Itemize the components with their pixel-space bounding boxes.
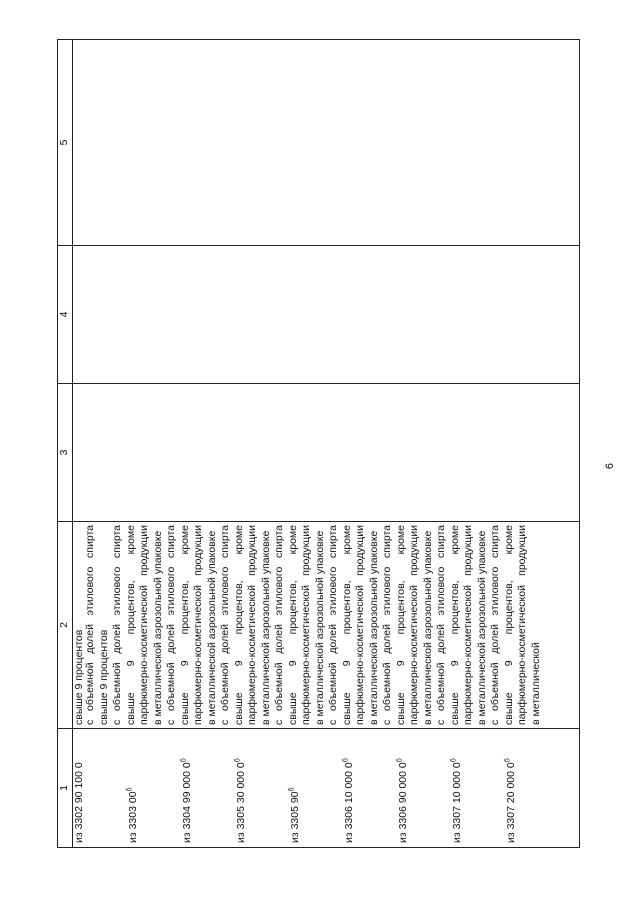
- column-header: 1: [58, 729, 73, 848]
- product-description: с объемной долей этилового спирта свыше 9 процентов, кроме парфюмерно-косметической продукции в металлической аэрозольной упаковке: [435, 525, 488, 725]
- product-description: с объемной долей этилового спирта свыше 9 процентов: [84, 525, 110, 725]
- tariff-code: [343, 732, 397, 843]
- table-row: [73, 40, 580, 848]
- tariff-code: [397, 732, 451, 843]
- tariff-code: [451, 732, 505, 843]
- tariff-code: [505, 732, 559, 843]
- tariff-code: [235, 732, 289, 843]
- product-description: с объемной долей этилового спирта свыше 9 процентов, кроме парфюмерно-косметической продукции в металлической аэрозольной упаковке: [273, 525, 326, 725]
- column-header: 5: [58, 40, 73, 246]
- tariff-code-text: из 3307 10 000 0: [451, 762, 463, 843]
- tariff-code: [181, 732, 235, 843]
- footnote-marker: б: [450, 758, 458, 763]
- empty-cell-col3: [73, 384, 580, 522]
- tariff-code-text: из 3305 30 000 0: [235, 762, 247, 843]
- product-description: с объемной долей этилового спирта свыше 9 процентов, кроме парфюмерно-косметической продукции в металлической аэрозольной упаковке: [327, 525, 380, 725]
- footnote-marker: б: [504, 758, 512, 763]
- footnote-marker: б: [288, 787, 296, 792]
- footnote-marker: б: [342, 758, 350, 763]
- column-header: 2: [58, 522, 73, 729]
- product-description: с объемной долей этилового спирта свыше 9 процентов, кроме парфюмерно-косметической продукции в металлической аэрозольной упаковке: [219, 525, 272, 725]
- tariff-code-text: из 3307 20 000 0: [505, 762, 517, 843]
- tariff-code-text: из 3302 90 100 0: [73, 762, 85, 843]
- tariff-code-text: из 3306 10 000 0: [343, 762, 355, 843]
- product-description: свыше 9 процентов: [73, 629, 85, 725]
- product-description: с объемной долей этилового спирта свыше 9 процентов, кроме парфюмерно-косметической продукции в металлической: [489, 525, 542, 725]
- product-description: с объемной долей этилового спирта свыше 9 процентов, кроме парфюмерно-косметической продукции в металлической аэрозольной упаковке: [381, 525, 434, 725]
- empty-cell-col4: [73, 246, 580, 384]
- tariff-code-text: из 3303 00: [127, 791, 139, 843]
- product-description: с объемной долей этилового спирта свыше 9 процентов, кроме парфюмерно-косметической продукции в металлической аэрозольной упаковке: [111, 525, 164, 725]
- empty-cell-col5: [73, 40, 580, 246]
- footnote-marker: б: [234, 758, 242, 763]
- tariff-code: [289, 732, 343, 843]
- code-column-cell: [73, 729, 580, 848]
- rotated-table-wrapper: [57, 40, 585, 848]
- tariff-table: [57, 39, 580, 848]
- tariff-code: [127, 732, 181, 843]
- header-row: [58, 40, 73, 848]
- footnote-marker: б: [126, 787, 134, 792]
- product-description: с объемной долей этилового спирта свыше 9 процентов, кроме парфюмерно-косметической продукции в металлической аэрозольной упаковке: [165, 525, 218, 725]
- footnote-marker: б: [180, 758, 188, 763]
- tariff-code: [73, 732, 127, 843]
- tariff-code-text: из 3305 90: [289, 791, 301, 843]
- footnote-marker: б: [396, 758, 404, 763]
- column-header: 4: [58, 246, 73, 384]
- column-header: 3: [58, 384, 73, 522]
- tariff-code-text: из 3304 99 000 0: [181, 762, 193, 843]
- description-column-cell: [73, 522, 580, 729]
- tariff-code-text: из 3306 90 000 0: [397, 762, 409, 843]
- page-number: 6: [604, 462, 616, 470]
